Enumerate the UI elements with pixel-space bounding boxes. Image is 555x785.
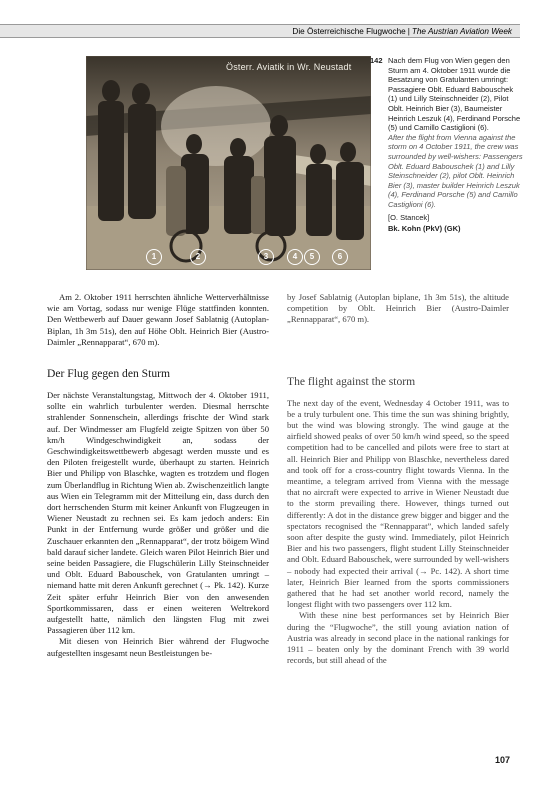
photo-marker-4: 4 bbox=[287, 249, 303, 265]
caption-credit-2: Bk. Kohn (PkV) (GK) bbox=[388, 224, 461, 234]
caption-text-de: Nach dem Flug von Wien gegen den Sturm am 4. Oktober 1911 wurde die Besatzung von Gratulanten umringt: Passagiere Oblt. Eduard Babouschek (1) und Lilly Steinschneider (2), Pilot Oblt. Heinrich Bier (3), Baumeister Heinrich Leszuk (4), Ferdinand Porsche (5) und Camillo Castiglioni (6). bbox=[388, 56, 521, 133]
english-intro: by Josef Sablatnig (Autoplan biplane, 1h 3m 51s), the altitude competition by Oblt. Heinrich Bier (Austro-Daimler „Rennapparat“, 670 m). bbox=[287, 292, 509, 325]
header-title-en: The Austrian Aviation Week bbox=[411, 27, 512, 36]
caption-credit: [O. Stancek] bbox=[388, 212, 430, 222]
english-body: The next day of the event, Wednesday 4 October 1911, was to be a truly turbulent one. This time the sun was shining brightly, but the wind was blowing strongly. The wind gauge at the airfield showed peaks of over 50 km/h wind speed, so the speed competition had to be cancelled and pilots were free to start at all. Heinrich Bier and Philipp von Blaschke, nevertheless dared and took off for a cross-country flight towards Vienna. In the meantime, a telegram arrived from Vienna with the message that no aircraft were expected to arrive in Wiener Neustadt due to the storm prevailing there. However, things turned out differently: A dot in the distance grew bigger and bigger and the spectators recognised the “Rennapparat”, which landed safely soon after despite the gusty wind. Immediately, pilot Heinrich Bier and his two passengers, flight student Lilly Steinschneider and Oblt. Eduard Babouschek, were surrounded by well-wishers – nobody had expected their arrival (→ Pc. 142). A short time later, Heinrich Bier learned from the sports commissioners gathered that he had set another world record, namely the longest flight with two passengers over 112 km. bbox=[287, 397, 509, 610]
header-title-de: Die Österreichische Flugwoche bbox=[292, 27, 406, 36]
german-heading: Der Flug gegen den Sturm bbox=[47, 367, 171, 381]
photo-marker-3: 3 bbox=[258, 249, 274, 265]
historic-photo bbox=[86, 56, 371, 270]
caption-text-en: After the flight from Vienna against the storm on 4 October 1911, the crew was surrounded by well-wishers: Passengers Oblt. Eduard Babouschek (1) and Lilly Steinschneider (2), pilot Oblt. Heinrich Bier (3), master builder Heinrich Leszuk (4), Ferdinand Porsche (5) and Camillo Castiglioni (6). bbox=[388, 132, 523, 209]
photo-marker-6: 6 bbox=[332, 249, 348, 265]
german-body: Der nächste Veranstaltungstag, Mittwoch der 4. Oktober 1911, sollte ein wahrlich turbulenter werden. Diesmal herrschte strahlender Sonnenschein, allerdings frischte der Wind stark auf. Der Windmesser am Flugfeld zeigte Spitzen von über 50 km/h Windgeschwindigkeit an, sodass der Geschwindigkeitswettbewerb abgesagt werden musste und es den Piloten freigestellt wurde, überhaupt zu starten. Heinrich Bier und Philipp von Blaschke, wagten es trotzdem und flogen zum Überlandflug in Richtung Wien ab. Zwischenzeitlich langte aus Wien ein Telegramm mit der Mitteilung ein, dass durch den dort herrschenden Sturm mit keiner Ankunft von Flugzeugen in Wiener Neustadt zu rechnen sei. Es kam jedoch anders: Ein Punkt in der Entfernung wurde größer und größer und die Zuschauer erkannten den „Rennapparat“, der trotz böigem Wind bald darauf sicher landete. Gleich waren Pilot Heinrich Bier und seine beiden Passagiere, die Flugschülerin Lilly Steinschneider und Oblt. Eduard Babouschek, von Gratulanten umringt – niemand hatte mit deren Ankunft gerechnet (→ Pk. 142). Kurze Zeit später erfuhr Heinrich Bier von den anwesenden Sportkommissaren, dass er einen weiteren Weltrekord aufgestellt hatte, nämlich den längsten Flug mit zwei Passagieren über 112 km. bbox=[47, 390, 269, 636]
photo-marker-1: 1 bbox=[146, 249, 162, 265]
photo-illustration bbox=[86, 56, 371, 270]
page-number: 107 bbox=[495, 755, 511, 765]
caption-number: 142 bbox=[370, 56, 383, 65]
english-body-2: With these nine best performances set by Heinrich Bier during the “Flugwoche”, the still young aviation nation of Austria was already in second place in the national rankings for 1911 – beaten only by the dominant French with 39 world records, but still ahead of the bbox=[287, 610, 509, 666]
german-body-2: Mit diesen von Heinrich Bier während der Flugwoche aufgestellten insgesamt neun Bestleistungen be- bbox=[47, 636, 269, 658]
photo-marker-2: 2 bbox=[190, 249, 206, 265]
photo-printed-text: Österr. Aviatik in Wr. Neustadt bbox=[226, 62, 352, 72]
german-intro: Am 2. Oktober 1911 herrschten ähnliche Wetterverhältnisse wie am Vortag, sodass nur wenige Flüge stattfinden konnten. Den Wettbewerb auf Dauer gewann Josef Sablatnig (Autoplan-Biplan, 1h 3m 51s), den auf Höhe Oblt. Heinrich Bier (Austro-Daimler „Rennapparat“, 670 m). bbox=[47, 292, 269, 347]
photo-marker-5: 5 bbox=[304, 249, 320, 265]
header-separator: | bbox=[407, 27, 410, 36]
running-header bbox=[0, 24, 520, 38]
german-column bbox=[47, 292, 269, 659]
photo-caption bbox=[370, 56, 524, 234]
english-column bbox=[287, 292, 509, 666]
english-heading: The flight against the storm bbox=[287, 374, 416, 388]
